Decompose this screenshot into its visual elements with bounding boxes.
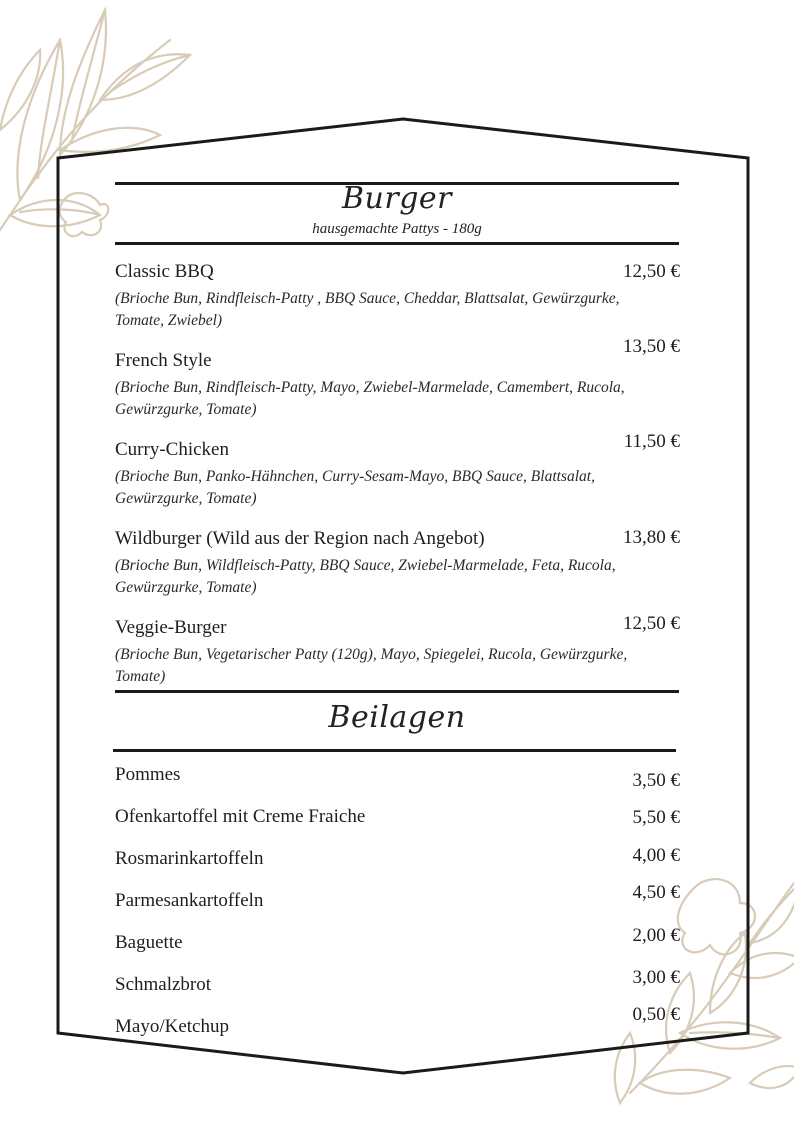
side-item-price: 5,50 € [632,807,680,828]
divider-below-subtitle [115,242,679,245]
menu-item-price: 13,80 € [623,527,680,548]
section-title-burger: Burger [341,181,452,216]
menu-item-description: (Brioche Bun, Rindfleisch-Patty, Mayo, Zwiebel-Marmelade, Camembert, Rucola, Gewürzgurke, Tomate) [115,379,625,418]
side-item-name: Schmalzbrot [115,974,212,995]
menu-item-description: (Brioche Bun, Vegetarischer Patty (120g), Mayo, Spiegelei, Rucola, Gewürzgurke, Tomate) [115,646,628,685]
menu-item-name: Classic BBQ [115,261,214,282]
menu-item-price: 12,50 € [623,261,680,282]
menu-item-price: 12,50 € [623,613,680,634]
side-item-name: Mayo/Ketchup [115,1016,229,1037]
menu-item-description: (Brioche Bun, Wildfleisch-Patty, BBQ Sauce, Zwiebel-Marmelade, Feta, Rucola, Gewürzgurke, Tomate) [115,557,616,596]
menu-item-description: (Brioche Bun, Panko-Hähnchen, Curry-Sesam-Mayo, BBQ Sauce, Blattsalat, Gewürzgurke, Tomate) [115,468,595,507]
side-item-price: 0,50 € [632,1004,680,1025]
menu-item-name: Wildburger (Wild aus der Region nach Angebot) [115,528,485,549]
side-item-name: Rosmarinkartoffeln [115,848,264,869]
menu-item-name: French Style [115,350,212,371]
section-title-beilagen: Beilagen [328,700,466,735]
side-item-name: Pommes [115,764,181,785]
side-item-price: 2,00 € [632,925,680,946]
section-subtitle-burger: hausgemachte Pattys - 180g [312,221,482,237]
divider-below-beilagen [113,749,676,752]
side-item-price: 4,00 € [632,845,680,866]
divider-before-beilagen [115,690,679,693]
menu-item-description: (Brioche Bun, Rindfleisch-Patty , BBQ Sauce, Cheddar, Blattsalat, Gewürzgurke, Tomate, Zwiebel) [115,290,620,329]
side-item-price: 3,50 € [632,770,680,791]
side-item-price: 3,00 € [632,967,680,988]
menu-item-price: 11,50 € [623,431,680,452]
side-item-name: Parmesankartoffeln [115,890,264,911]
menu-item-name: Veggie-Burger [115,617,227,638]
side-item-name: Ofenkartoffel mit Creme Fraiche [115,806,366,827]
side-item-name: Baguette [115,932,183,953]
menu-item-price: 13,50 € [623,336,680,357]
menu-item-name: Curry-Chicken [115,439,229,460]
side-item-price: 4,50 € [632,882,680,903]
